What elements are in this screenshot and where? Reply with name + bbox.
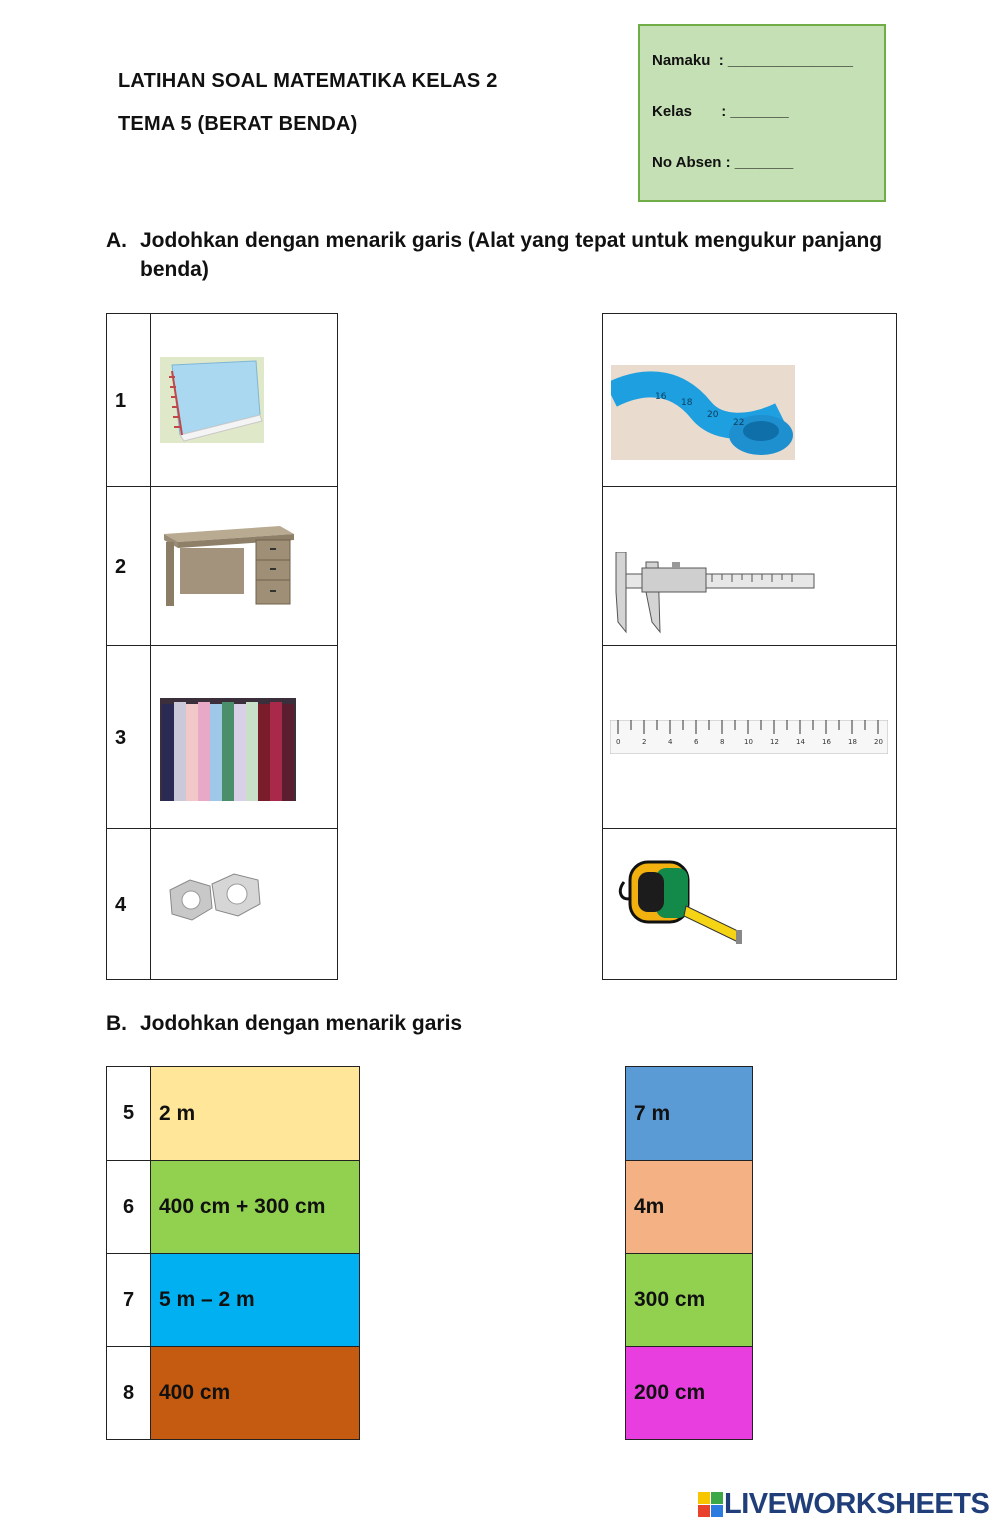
item-number: 5 [106,1066,151,1161]
item-number: 6 [106,1160,151,1254]
item-number: 2 [115,556,127,578]
answer-cell[interactable]: 4m [625,1160,753,1254]
desk-image [160,520,296,612]
svg-text:14: 14 [796,738,805,746]
measuring-tape-reel-image [616,852,744,950]
svg-text:4: 4 [668,738,673,746]
section-a-label: A. [106,229,127,252]
worksheet-subtitle: TEMA 5 (BERAT BENDA) [118,113,358,135]
section-a-heading [106,226,906,286]
class-field[interactable]: Kelas : _______ [652,103,789,120]
svg-text:10: 10 [744,738,753,746]
worksheet-title: LATIHAN SOAL MATEMATIKA KELAS 2 [118,70,498,92]
svg-text:18: 18 [681,398,693,408]
liveworksheets-logo[interactable] [698,1488,989,1521]
item-number: 1 [115,390,127,412]
svg-text:6: 6 [694,738,699,746]
fabric-rolls-image [160,698,296,801]
hex-nuts-image [160,872,266,934]
answer-cell[interactable]: 7 m [625,1066,753,1161]
expression-cell[interactable]: 400 cm [150,1346,360,1440]
caliper-image [612,552,816,634]
svg-text:12: 12 [770,738,779,746]
liveworksheets-logo-text: LIVEWORKSHEETS [724,1488,990,1520]
svg-text:18: 18 [848,738,857,746]
section-b-heading [106,1009,906,1039]
notebook-image [160,357,264,443]
answer-cell[interactable]: 200 cm [625,1346,753,1440]
item-number-cell [106,486,151,646]
item-number: 7 [106,1253,151,1347]
item-number: 8 [106,1346,151,1440]
tape-measure-image [611,365,795,460]
expression-cell[interactable]: 400 cm + 300 cm [150,1160,360,1254]
svg-text:0: 0 [616,738,621,746]
item-number-cell [106,313,151,487]
svg-text:20: 20 [707,410,719,420]
item-number-cell [106,828,151,980]
svg-text:2: 2 [642,738,647,746]
section-b-label: B. [106,1012,127,1035]
item-number: 3 [115,727,127,749]
name-field[interactable]: Namaku : _______________ [652,52,853,69]
absence-number-field[interactable]: No Absen : _______ [652,154,794,171]
svg-text:22: 22 [733,418,745,428]
expression-cell[interactable]: 2 m [150,1066,360,1161]
section-a-instruction: Jodohkan dengan menarik garis (Alat yang tepat untuk mengukur panjang benda) [140,229,883,281]
answer-cell[interactable]: 300 cm [625,1253,753,1347]
item-number: 4 [115,894,127,916]
item-number-cell [106,645,151,829]
svg-text:16: 16 [822,738,831,746]
svg-text:20: 20 [874,738,883,746]
student-info-box [638,24,886,202]
expression-cell[interactable]: 5 m – 2 m [150,1253,360,1347]
section-b-instruction: Jodohkan dengan menarik garis [140,1012,463,1035]
ruler-image [610,720,888,754]
svg-text:16: 16 [655,392,667,402]
liveworksheets-logo-icon [698,1490,724,1520]
svg-text:8: 8 [720,738,725,746]
